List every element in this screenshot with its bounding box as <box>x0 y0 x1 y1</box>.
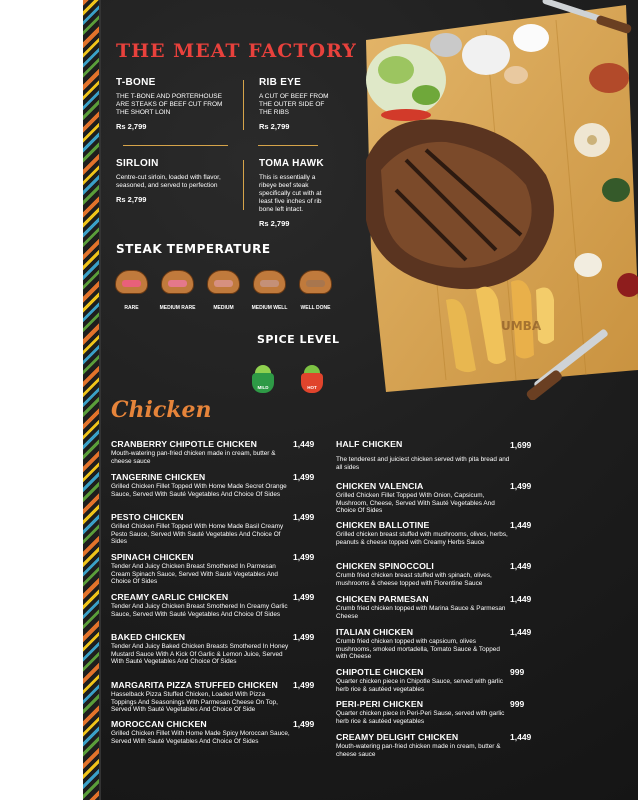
steak-medium: MEDIUM <box>207 270 240 311</box>
item-desc: Hasselback Pizza Stuffed Chicken, Loaded With Pizza Toppings And Seasonings With Parmesan Cheese On Top, Served With Sauté Vegetables And Choice Of Side <box>111 691 278 713</box>
menu-item <box>336 627 511 661</box>
item-name: CREAMY DELIGHT CHICKEN <box>336 732 459 742</box>
item-desc: Tender And Juicy Baked Chicken Breasts Smothered In Honey Mustard Sauce With A Kick Of Garlic & Lemon Juice, Served With Sauté Vegetables And Choice Of Sides <box>111 643 289 665</box>
menu-item <box>336 520 511 546</box>
cut-price: Rs 2,799 <box>259 219 290 228</box>
item-desc: Grilled chicken breast stuffed with mushrooms, olives, herbs, peanuts & cheese topped with Creamy Herbs Sauce <box>336 531 508 546</box>
item-desc: Quarter chicken piece in Chipotle Sauce, served with garlic herb rice & sautéed vegetables <box>336 678 503 693</box>
item-price: 1,449 <box>510 520 532 530</box>
item-name: SPINACH CHICKEN <box>111 552 194 562</box>
menu-item <box>336 732 511 758</box>
menu-item <box>111 680 291 714</box>
menu-item <box>336 699 511 725</box>
chicken-section-title: Chicken <box>111 397 212 423</box>
menu-item <box>111 719 291 745</box>
mild-pepper-icon: MILD <box>252 365 274 393</box>
menu-item <box>336 439 511 471</box>
tribal-border <box>83 0 99 800</box>
item-desc: Mouth-watering pan-fried chicken made in cream, butter & cheese sauce <box>336 743 501 758</box>
item-price: 999 <box>510 699 525 709</box>
cut-price: Rs 2,799 <box>259 122 290 131</box>
cut-price: Rs 2,799 <box>116 195 147 204</box>
steak-medium-icon <box>207 270 240 294</box>
cut-desc: A CUT OF BEEF FROM THE OUTER SIDE OF THE RIBS <box>259 93 329 116</box>
steak-platter-illustration <box>326 0 638 400</box>
cut-sirloin <box>116 158 221 204</box>
item-desc: Tender And Juicy Chicken Breast Smothered In Parmesan Cream Spinach Sauce, Served With Sauté Vegetables And Choice Of Sides <box>111 563 278 585</box>
item-price: 1,499 <box>293 592 315 602</box>
item-price: 1,699 <box>510 440 532 450</box>
svg-text:UMBA: UMBA <box>501 319 542 333</box>
item-desc: Tender And Juicy Chicken Breast Smothered In Creamy Garlic Sauce, Served With Sauté Vegetables And Choice Of Sides <box>111 603 288 618</box>
cut-price: Rs 2,799 <box>116 122 147 131</box>
steak-platter-photo <box>326 0 638 400</box>
item-name: MOROCCAN CHICKEN <box>111 719 207 729</box>
item-desc: Grilled Chicken Fillet Topped With Home Made Secret Orange Sauce, Served With Sauté Vegetables And Choice Of Sides <box>111 483 287 498</box>
item-price: 1,449 <box>510 561 532 571</box>
item-name: MARGARITA PIZZA STUFFED CHICKEN <box>111 680 278 690</box>
item-name: BAKED CHICKEN <box>111 632 186 642</box>
menu-item <box>336 667 511 693</box>
item-name: PESTO CHICKEN <box>111 512 184 522</box>
cut-name: RIB EYE <box>259 77 302 88</box>
steak-rare: RARE <box>115 270 148 311</box>
item-price: 1,499 <box>293 632 315 642</box>
divider <box>243 160 244 210</box>
steak-medium-well-icon <box>253 270 286 294</box>
steak-medium-well: MEDIUM WELL <box>253 270 286 311</box>
item-price: 1,449 <box>510 732 532 742</box>
cut-desc: THE T-BONE AND PORTERHOUSE ARE STEAKS OF BEEF CUT FROM THE SHORT LOIN <box>116 93 223 116</box>
item-desc: Quarter chicken piece in Peri-Peri Sause, served with garlic herb rice & sautéed vegetables <box>336 710 505 725</box>
steak-medium-rare-icon <box>161 270 194 294</box>
item-desc: Grilled Chicken Fillet Topped With Onion, Capsicum, Mushroom, Cheese, Served With Sauté Vegetables And Choice Of Sides <box>336 492 495 514</box>
cut-name: T-BONE <box>116 77 156 88</box>
item-name: CHICKEN VALENCIA <box>336 481 424 491</box>
page-title: THE MEAT FACTORY <box>116 40 357 62</box>
item-price: 1,499 <box>293 719 315 729</box>
menu-item <box>111 472 291 498</box>
divider <box>258 145 318 146</box>
cut-tomahawk <box>259 158 334 228</box>
steak-medium-rare: MEDIUM RARE <box>161 270 194 311</box>
item-name: CHICKEN PARMESAN <box>336 594 429 604</box>
item-desc: Grilled Chicken Fillet With Home Made Spicy Moroccan Sauce, Served With Sauté Vegetables And Choice Of Sides <box>111 730 290 745</box>
item-name: CHICKEN SPINOCCOLI <box>336 561 434 571</box>
cut-name: SIRLOIN <box>116 158 159 169</box>
menu-item <box>336 481 511 515</box>
item-name: CHIPOTLE CHICKEN <box>336 667 424 677</box>
menu-item <box>336 561 511 587</box>
divider <box>123 145 228 146</box>
item-price: 1,499 <box>293 552 315 562</box>
divider <box>243 80 244 130</box>
item-name: CHICKEN BALLOTINE <box>336 520 430 530</box>
item-price: 1,449 <box>510 627 532 637</box>
item-price: 1,499 <box>293 512 315 522</box>
hot-pepper-icon: HOT <box>301 365 323 393</box>
item-desc: Crumb fried chicken breast stuffed with spinach, olives, mushrooms & cheese topped with Florentine Sauce <box>336 572 492 587</box>
item-name: CREAMY GARLIC CHICKEN <box>111 592 229 602</box>
item-price: 999 <box>510 667 525 677</box>
item-desc: The tenderest and juiciest chicken served with pita bread and all sides <box>336 456 510 471</box>
cut-tbone <box>116 77 231 131</box>
spice-level-title: SPICE LEVEL <box>257 333 340 346</box>
item-desc: Mouth-watering pan-fried chicken made in cream, butter & cheese sauce <box>111 450 276 465</box>
menu-item <box>111 552 291 586</box>
item-desc: Crumb fried chicken topped with Marina Sauce & Parmesan Cheese <box>336 605 506 620</box>
item-name: PERI-PERI CHICKEN <box>336 699 424 709</box>
menu-item <box>336 594 511 620</box>
item-name: HALF CHICKEN <box>336 439 403 449</box>
item-name: TANGERINE CHICKEN <box>111 472 206 482</box>
item-name: ITALIAN CHICKEN <box>336 627 414 637</box>
item-price: 1,499 <box>293 680 315 690</box>
item-price: 1,449 <box>510 594 532 604</box>
steak-temperature-scale <box>115 270 332 311</box>
steak-rare-icon <box>115 270 148 294</box>
menu-item <box>111 512 291 546</box>
steak-temperature-title: STEAK TEMPERATURE <box>116 242 271 256</box>
item-desc: Grilled Chicken Fillet Topped With Home Made Basil Creamy Pesto Sauce, Served With Sauté Vegetables And Choice Of Sides <box>111 523 284 545</box>
item-name: CRANBERRY CHIPOTLE CHICKEN <box>111 439 257 449</box>
cut-desc: This is essentially a ribeye beef steak specifically cut with at least five inches of rib bone left intact. <box>259 174 322 213</box>
item-price: 1,449 <box>293 439 315 449</box>
cut-desc: Centre-cut sirloin, loaded with flavor, seasoned, and served to perfection <box>116 174 221 189</box>
item-price: 1,499 <box>510 481 532 491</box>
item-price: 1,499 <box>293 472 315 482</box>
item-desc: Crumb fried chicken topped with capsicum, olives mushrooms, smoked mortadella, Tomato Sauce & Topped with Cheese <box>336 638 500 660</box>
steak-well-done: WELL DONE <box>299 270 332 311</box>
cut-name: TOMA HAWK <box>259 158 324 169</box>
menu-item <box>111 592 291 618</box>
cut-ribeye <box>259 77 334 131</box>
menu-panel <box>83 0 638 800</box>
menu-item <box>111 439 291 465</box>
menu-item <box>111 632 291 666</box>
